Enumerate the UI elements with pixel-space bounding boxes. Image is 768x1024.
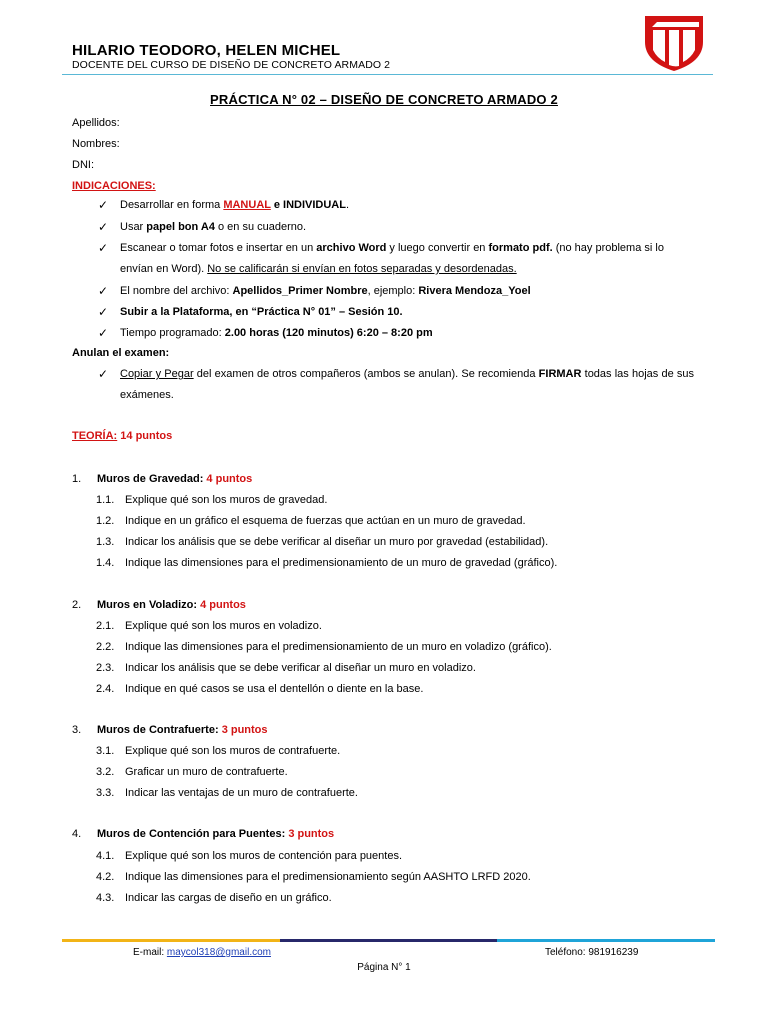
- question-text: Indicar los análisis que se debe verificar al diseñar un muro en voladizo.: [125, 662, 476, 674]
- author-role: DOCENTE DEL CURSO DE DISEÑO DE CONCRETO ARMADO 2: [72, 59, 391, 71]
- section-number: 2.: [72, 599, 82, 611]
- instruction-item: Desarrollar en forma MANUAL e INDIVIDUAL.: [120, 199, 350, 211]
- author-name: HILARIO TEODORO, HELEN MICHEL: [72, 42, 341, 59]
- question-text: Indicar las cargas de diseño en un gráfico.: [125, 892, 332, 904]
- header-rule: [62, 74, 713, 75]
- instruction-item: Subir a la Plataforma, en “Práctica N° 01” – Sesión 10.: [120, 306, 403, 318]
- question-number: 3.2.: [96, 766, 115, 778]
- section-number: 4.: [72, 828, 82, 840]
- question-number: 1.1.: [96, 494, 115, 506]
- section-title: Muros de Contención para Puentes: 3 puntos: [97, 828, 335, 840]
- teoria-heading: TEORÍA: 14 puntos: [72, 430, 173, 442]
- checkmark-icon: ✓: [98, 367, 109, 381]
- checkmark-icon: ✓: [98, 326, 109, 340]
- question-number: 4.1.: [96, 850, 115, 862]
- section-title: Muros en Voladizo: 4 puntos: [97, 599, 246, 611]
- question-text: Explique qué son los muros de gravedad.: [125, 494, 328, 506]
- question-text: Graficar un muro de contrafuerte.: [125, 766, 288, 778]
- checkmark-icon: ✓: [98, 241, 109, 255]
- section-title: Muros de Contrafuerte: 3 puntos: [97, 724, 268, 736]
- field-nombres: Nombres:: [72, 138, 120, 150]
- instruction-item: Escanear o tomar fotos e insertar en un archivo Word y luego convertir en formato pdf. (no hay problema si lo envían en Word). No se calificarán si envían en fotos separadas y desordenadas.: [120, 242, 664, 275]
- section-number: 3.: [72, 724, 82, 736]
- question-text: Explique qué son los muros de contención para puentes.: [125, 850, 403, 862]
- question-text: Indique las dimensiones para el predimensionamiento de un muro en voladizo (gráfico).: [125, 641, 552, 653]
- question-number: 2.3.: [96, 662, 115, 674]
- question-number: 1.3.: [96, 536, 115, 548]
- question-text: Explique qué son los muros de contrafuerte.: [125, 745, 341, 757]
- instruction-item: El nombre del archivo: Apellidos_Primer Nombre, ejemplo: Rivera Mendoza_Yoel: [120, 285, 531, 297]
- footer-phone: Teléfono: 981916239: [545, 947, 639, 958]
- question-text: Indicar los análisis que se debe verificar al diseñar un muro por gravedad (estabilidad).: [125, 536, 549, 548]
- checkmark-icon: ✓: [98, 220, 109, 234]
- question-text: Indique las dimensiones para el predimensionamiento de un muro de gravedad (gráfico).: [125, 557, 558, 569]
- anulan-item: Copiar y Pegar del examen de otros compañeros (ambos se anulan). Se recomienda FIRMAR todas las hojas de sus exámenes.: [120, 368, 694, 401]
- page-number: Página N° 1: [357, 962, 411, 973]
- question-text: Explique qué son los muros en voladizo.: [125, 620, 322, 632]
- question-number: 4.3.: [96, 892, 115, 904]
- question-number: 4.2.: [96, 871, 115, 883]
- footer-color-bar: [62, 939, 715, 942]
- university-shield-logo: [643, 14, 705, 72]
- question-number: 1.4.: [96, 557, 115, 569]
- section-number: 1.: [72, 473, 82, 485]
- checkmark-icon: ✓: [98, 198, 109, 212]
- question-number: 2.4.: [96, 683, 115, 695]
- document-title: PRÁCTICA N° 02 – DISEÑO DE CONCRETO ARMADO 2: [210, 92, 558, 107]
- question-text: Indicar las ventajas de un muro de contrafuerte.: [125, 787, 358, 799]
- checkmark-icon: ✓: [98, 305, 109, 319]
- footer-email: E-mail: maycol318@gmail.com: [133, 947, 271, 958]
- field-dni: DNI:: [72, 159, 94, 171]
- email-link[interactable]: maycol318@gmail.com: [166, 947, 271, 958]
- checkmark-icon: ✓: [98, 284, 109, 298]
- instruction-item: Usar papel bon A4 o en su cuaderno.: [120, 221, 307, 233]
- indicaciones-heading: INDICACIONES:: [72, 180, 156, 192]
- question-text: Indique en qué casos se usa el dentellón o diente en la base.: [125, 683, 424, 695]
- question-text: Indique las dimensiones para el predimensionamiento según AASHTO LRFD 2020.: [125, 871, 531, 883]
- question-number: 2.2.: [96, 641, 115, 653]
- question-number: 3.1.: [96, 745, 115, 757]
- question-number: 3.3.: [96, 787, 115, 799]
- question-text: Indique en un gráfico el esquema de fuerzas que actúan en un muro de gravedad.: [125, 515, 526, 527]
- section-title: Muros de Gravedad: 4 puntos: [97, 473, 253, 485]
- instruction-item: Tiempo programado: 2.00 horas (120 minutos) 6:20 – 8:20 pm: [120, 327, 433, 339]
- field-apellidos: Apellidos:: [72, 117, 120, 129]
- anulan-heading: Anulan el examen:: [72, 347, 170, 359]
- question-number: 2.1.: [96, 620, 115, 632]
- question-number: 1.2.: [96, 515, 115, 527]
